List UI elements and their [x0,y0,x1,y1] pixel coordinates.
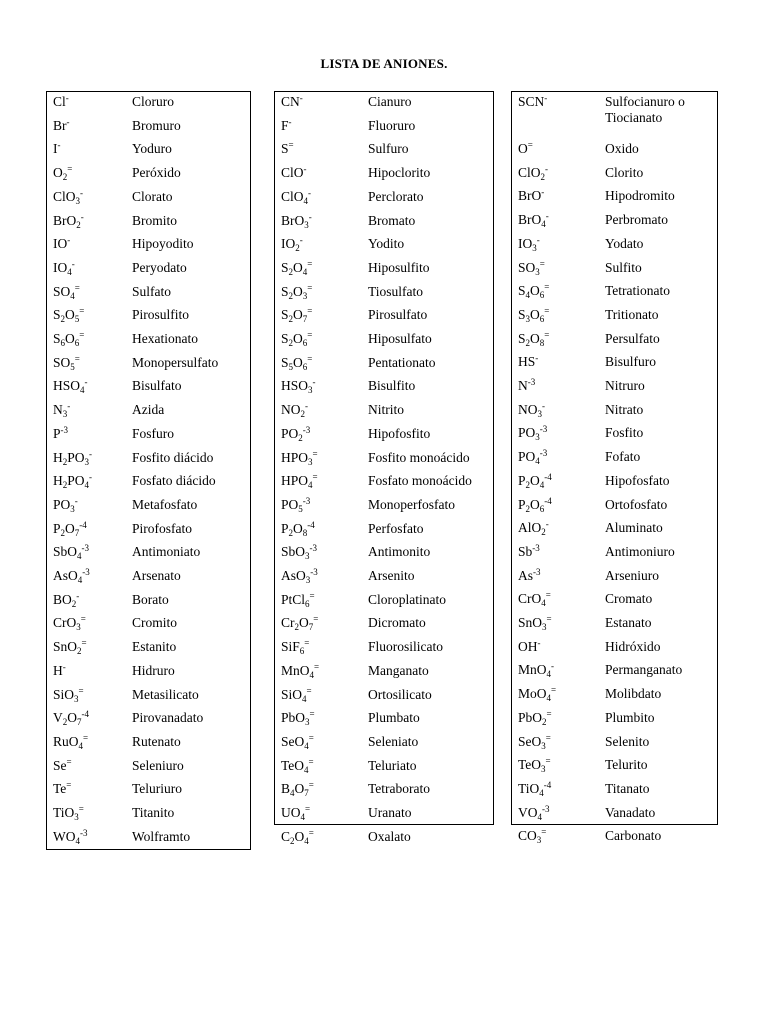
anion-row [275,424,493,444]
anion-name: Permanganato [605,662,683,678]
anion-formula: $P_2O_8^{-4}$ [281,519,315,538]
anion-row [47,258,250,278]
anion-row [275,400,493,420]
anion-formula: MoO$_4$= [518,685,557,704]
anion-formula: $S_2O_7^=$ [281,306,313,325]
anion-row [275,779,493,799]
anion-formula: $P_2O_4^{-4}$ [518,471,552,490]
anion-row [512,423,717,443]
anion-name: Borato [132,591,169,607]
anion-name: Yoduro [132,141,172,157]
anion-row [275,139,493,159]
anion-formula: $S_6O_6^=$ [53,330,85,348]
anion-row [275,661,493,681]
anion-formula: $HPO_4^=$ [281,472,318,491]
anion-row [512,542,717,562]
anion-name: Vanadato [605,804,656,820]
anion-name: Pentationato [368,354,436,370]
anion-row [47,211,250,231]
anion-row [47,756,250,776]
anion-formula: $CO_3^=$ [518,827,547,846]
anion-name: Antimonito [368,544,431,560]
anion-row [47,329,250,349]
page-title: LISTA DE ANIONES. [320,56,448,71]
anion-formula: $N^{-3}$ [518,377,536,393]
anion-row [512,803,717,823]
anion-row [47,566,250,586]
anion-row [275,542,493,562]
anion-name: Plumbito [605,709,655,725]
anion-row [512,163,717,183]
anion-name: Bisulfato [132,378,182,394]
anion-row [512,779,717,799]
anion-formula: $S_3O_6^=$ [518,305,550,324]
anion-name: Estanito [132,639,177,655]
anion-row [275,756,493,776]
anion-row [275,613,493,633]
anion-name: Perclorato [368,188,424,204]
anion-formula: TiO$_4^{-4}$ [518,779,552,798]
anion-row [275,163,493,183]
anion-formula: MnO$_4$= [281,661,320,680]
anion-name: Persulfato [605,330,660,346]
anion-formula: ClO$_3$- [53,187,84,206]
anion-formula: SiO$_3$= [53,685,84,704]
anion-formula: $H_2PO_4^-$ [53,472,93,491]
anion-row [512,518,717,538]
anion-name: Wolframto [132,828,191,844]
anion-formula: Cl- [53,93,69,109]
anion-name: Hidróxido [605,638,661,654]
anion-name: Seleniato [368,733,419,749]
anion-name: Fosfato diácido [132,473,216,489]
anion-row [47,353,250,373]
anion-formula: $UO_4^=$ [281,804,311,822]
anion-formula: $HSO_4^-$ [53,377,88,396]
anion-formula: CN- [281,93,303,109]
anion-formula: SnO$_3$= [518,614,552,632]
anion-row [512,234,717,254]
anion-formula: PtCl$_6$= [281,590,315,609]
anion-row [47,400,250,420]
anion-row [47,708,250,728]
anion-name: Tetraborato [368,781,431,797]
anion-name: Cianuro [368,94,412,109]
anion-formula: $H_2PO_3^-$ [53,448,93,467]
anion-name: Seleniuro [132,757,184,773]
anion-formula: BrO$_4$- [518,211,549,230]
anion-name: Tiosulfato [368,283,424,299]
anion-name: Aluminato [605,520,663,536]
anion-name: Tetrationato [605,283,671,299]
anion-row [275,519,493,539]
anion-name: Selenito [605,733,650,749]
anion-row [512,708,717,728]
anion-name: Nitrato [605,401,644,417]
anion-name: Clorito [605,164,644,180]
anion-row [47,471,250,491]
anion-formula: $SO_3^=$ [518,258,545,277]
anion-name: Perbromato [605,212,668,228]
anion-name: Azida [132,402,165,418]
anion-row [512,732,717,752]
anion-formula: AlO$_2$- [518,519,549,538]
anion-row [512,684,717,704]
anion-formula: $VO_4^{-3}$ [518,803,550,822]
anion-row [275,116,493,136]
anion-name: Hiposulfito [368,259,430,275]
anion-name: Teluriato [368,757,417,773]
anion-formula: $IO_4^-$ [53,258,75,277]
anion-name: Bromuro [132,117,181,133]
anion-row [512,613,717,633]
anion-row [512,210,717,230]
anion-formula: $B_4O_7^=$ [281,780,314,799]
anion-row [47,448,250,468]
anion-row [512,637,717,657]
anion-row [275,187,493,207]
anion-table-column-2 [274,91,494,846]
anion-row [512,495,717,515]
anion-formula: $IO_2^-$ [281,235,303,254]
anion-formula: BrO$_2$- [53,211,84,230]
anion-name: Rutenato [132,733,181,749]
anion-name: Sulfito [605,259,642,275]
anion-name: Manganato [368,662,429,678]
anion-formula: HS- [518,353,539,370]
anion-name: Bromito [132,212,178,228]
anion-name: Yodito [368,236,405,252]
anion-row [47,827,250,847]
anion-name: Fosfato monoácido [368,473,472,489]
anion-row [47,779,250,799]
anion-formula: $O_2^=$ [53,164,73,183]
anion-row [47,590,250,610]
anion-row [512,281,717,301]
anion-formula: $SO_5^=$ [53,353,80,372]
anion-row [47,424,250,444]
anion-formula: RuO$_4$= [53,732,89,751]
anion-name: Telurito [605,757,648,773]
anion-formula: MnO$_4$- [518,661,555,680]
anion-formula: SiF$_6$= [281,638,310,657]
anion-formula: SbO$_3^{-3}$ [281,543,318,562]
anion-row [47,685,250,705]
anion-row [47,376,250,396]
anion-row [275,732,493,752]
anion-name: Nitruro [605,378,645,393]
anion-name: Monoperfosfato [368,496,455,512]
anion-formula: $P^{-3}$ [53,424,69,441]
anion-row [512,826,717,846]
anion-row [275,329,493,349]
anion-formula: $P_2O_6^{-4}$ [518,495,552,514]
anion-row [47,234,250,254]
anion-name: Cromito [132,615,178,631]
anion-name: Hipofosfato [605,472,670,488]
anion-formula: PbO$_2$= [518,708,552,727]
anion-formula: CrO$_4$= [518,590,551,609]
anion-name: Titanato [605,780,650,796]
anion-formula: $P_2O_7^{-4}$ [53,519,87,538]
anion-name: Ortosilicato [368,686,432,702]
anion-formula: $Cr_2O_7^=$ [281,614,319,633]
anion-formula: BrO- [518,187,545,204]
anion-formula: SeO$_4$= [281,732,314,751]
anion-row [275,211,493,231]
anion-row [512,589,717,609]
anion-name: Fosfito [605,425,644,441]
anion-formula: $C_2O_4^=$ [281,827,314,846]
anion-formula: $S_4O_6^=$ [518,282,550,301]
anion-name: Sulfocianuro o Tiocianato [605,94,685,125]
anion-formula: TeO$_3$= [518,756,551,775]
anion-formula: $NO_3^-$ [518,400,545,419]
anion-formula: $BO_2^-$ [53,590,80,609]
anion-formula: Se= [53,756,72,773]
anion-formula: TeO$_4$= [281,756,314,775]
anion-name: Hipofosfito [368,425,431,441]
anion-name: Molibdato [605,686,662,702]
anion-formula: ClO$_2$- [518,163,549,182]
anion-formula: $S_2O_4^=$ [281,258,313,277]
anion-name: Hipodromito [605,188,675,204]
anion-row [512,186,717,206]
anion-row [275,708,493,728]
anion-name: Cromato [605,591,653,607]
anion-row [47,495,250,515]
anion-name: Fosfito diácido [132,449,214,465]
anion-row [47,613,250,633]
anion-formula: $PO_4^{-3}$ [518,448,548,467]
anion-row [275,92,493,112]
anion-row [47,163,250,183]
anion-row [275,685,493,705]
anion-row [512,258,717,278]
anion-row [275,448,493,468]
anion-name: Hexationato [132,331,198,346]
anion-name: Teluriuro [132,781,183,797]
anion-row [275,471,493,491]
anion-row [275,376,493,396]
anion-row [47,803,250,823]
anion-row [275,282,493,302]
anion-name: Arsenito [368,568,415,583]
anion-name: Pirovanadato [132,710,204,726]
anion-formula: SCN- [518,93,548,109]
anion-name: Hipoyodito [132,236,194,252]
anion-name: Bisulfuro [605,354,657,370]
anion-formula: $S_2O_3^=$ [281,282,313,301]
anion-formula: $N_3^-$ [53,401,71,420]
anion-formula: OH- [518,637,541,654]
anion-formula: IO- [53,235,71,252]
anion-row [512,139,717,159]
anion-formula: Br- [53,116,70,133]
anion-formula: $S_2O_5^=$ [53,306,85,325]
anion-row [512,566,717,586]
anion-row [512,447,717,467]
anion-row [275,353,493,373]
anion-formula: TiO$_3$= [53,804,84,822]
anion-row [512,352,717,372]
anion-name: Bromato [368,212,416,228]
anion-name: Perfosfato [368,520,424,536]
anion-name: Pirosulfito [132,307,190,323]
anion-formula: AsO$_4^{-3}$ [53,567,90,585]
anion-formula: CrO$_3$= [53,614,86,633]
anion-name: Arsenato [132,568,181,583]
anion-table-column-3 [511,91,718,846]
anion-row [47,116,250,136]
anion-row [47,519,250,539]
anion-name: Cloroplatinato [368,591,446,607]
anion-name: Plumbato [368,710,420,726]
anion-name: Sulfuro [368,141,409,157]
anion-row [47,661,250,681]
anion-formula: $NO_2^-$ [281,401,308,420]
anion-name: Fluoruro [368,117,416,133]
anion-name: Nitrito [368,402,404,418]
anion-formula: H- [53,661,66,678]
anion-row [275,495,493,515]
anion-formula: F- [281,116,292,133]
anion-name: Metafosfato [132,496,198,512]
anion-name: Fofato [605,449,641,465]
anion-formula: PbO$_3$= [281,709,315,728]
anion-formula: I- [53,140,61,157]
anion-formula: SbO$_4^{-3}$ [53,543,90,562]
anion-row [512,471,717,491]
anion-name: Clorato [132,188,173,204]
anion-name: Pirosulfato [368,307,428,323]
anion-row [47,542,250,562]
anion-name: Monopersulfato [132,354,219,370]
anion-row [512,660,717,680]
anion-row [512,376,717,396]
anion-formula: $SO_4^=$ [53,282,80,301]
anion-row [512,92,717,125]
anion-formula: $Sb^{-3}$ [518,542,540,559]
anion-formula: SeO$_3$= [518,732,551,751]
anion-formula: Te= [53,780,72,797]
anion-row [275,827,493,847]
anion-name: Estanato [605,615,652,630]
anion-formula: $WO_4^{-3}$ [53,827,88,846]
anion-row [275,234,493,254]
anion-name: Hiposulfato [368,331,432,346]
anion-formula: $V_2O_7^{-4}$ [53,709,89,728]
anion-row [47,139,250,159]
anion-name: Hipoclorito [368,165,431,181]
anion-row [275,258,493,278]
anion-row [47,732,250,752]
anion-formula: $PO_2^{-3}$ [281,424,311,443]
anion-name: Fluorosilicato [368,639,443,655]
anion-row [512,755,717,775]
anion-formula: $HSO_3^-$ [281,377,316,396]
anion-formula: $S_2O_6^=$ [281,330,313,348]
anion-name: Peryodato [132,259,187,275]
anion-name: Peróxido [132,165,181,181]
anion-name: Fosfuro [132,425,175,441]
anion-row [47,282,250,302]
anion-row [275,637,493,657]
anion-name: Pirofosfato [132,520,192,536]
anion-name: Oxalato [368,828,411,844]
anion-row [512,329,717,349]
anion-formula: $PO_5^{-3}$ [281,495,311,514]
anion-name: Tritionato [605,306,659,322]
anion-name: Titanito [132,805,175,820]
anion-formula: SnO$_2$= [53,638,87,657]
anion-formula: S= [281,140,294,157]
anion-row [512,400,717,420]
anion-formula: AsO$_3^{-3}$ [281,567,318,585]
anion-row [47,637,250,657]
anion-formula: $IO_3^-$ [518,234,540,253]
anion-name: Metasilicato [132,686,199,702]
anion-formula: $HPO_3^=$ [281,448,318,467]
anion-name: Antimoniuro [605,543,675,559]
anion-formula: $PO_3^{-3}$ [518,424,548,443]
anion-formula: SiO$_4$= [281,685,312,704]
anion-name: Uranato [368,805,412,820]
anion-formula: $As^{-3}$ [518,566,541,583]
anion-name: Bisulfito [368,378,416,394]
anion-formula: $S_2O_8^=$ [518,329,550,348]
anion-formula: ClO$_4$- [281,187,312,206]
anion-name: Yodato [605,235,644,251]
anion-formula: BrO$_3$- [281,211,312,230]
anion-row [47,305,250,325]
anion-name: Fosfito monoácido [368,449,470,465]
anion-formula: O= [518,140,533,156]
anion-row [275,566,493,586]
anion-name: Carbonato [605,828,662,844]
anion-name: Dicromato [368,615,426,631]
anion-name: Hidruro [132,662,175,678]
anion-name: Oxido [605,141,639,156]
anion-row [47,92,250,112]
anion-formula: $PO_3^-$ [53,495,78,514]
anion-name: Ortofosfato [605,496,668,512]
anion-formula: $S_5O_6^=$ [281,353,313,372]
anion-row [275,305,493,325]
anion-row [275,590,493,610]
anion-name: Antimoniato [132,544,201,560]
anion-row [47,187,250,207]
anion-table-column-1 [46,91,251,850]
anion-row [512,305,717,325]
anion-formula: ClO- [281,164,307,181]
anion-row [275,803,493,823]
anion-name: Cloruro [132,94,174,109]
anion-name: Sulfato [132,283,171,299]
anion-name: Arseniuro [605,567,659,583]
